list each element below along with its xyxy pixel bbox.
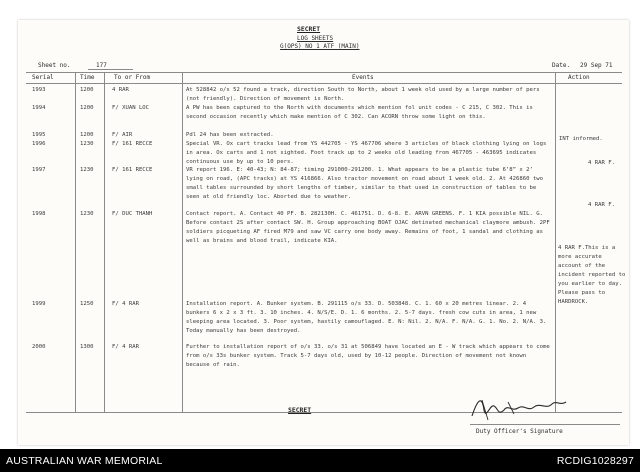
row-1996-time: 1230 xyxy=(80,141,94,147)
archive-credit-bar xyxy=(0,449,640,472)
unit-title: G(OPS) NO 1 ATF (MAIN) xyxy=(280,43,360,50)
sheet-no-value: 177 xyxy=(96,62,107,69)
row-1998-time: 1230 xyxy=(80,211,94,217)
row-1995-serial: 1995 xyxy=(32,132,46,138)
header-bottom-rule xyxy=(26,83,622,84)
row-1995-action: INT informed. xyxy=(559,136,603,142)
col-divider-serial xyxy=(75,72,76,412)
col-header-time: Time xyxy=(80,74,95,81)
row-1994-from: F/ XUAN LOC xyxy=(112,105,150,111)
row-1996-serial: 1996 xyxy=(32,141,46,147)
row-2000-serial: 2000 xyxy=(32,344,46,350)
col-header-from: To or From xyxy=(114,74,151,81)
sheet-no-underline xyxy=(88,69,133,70)
row-1998-serial: 1998 xyxy=(32,211,46,217)
signature-line xyxy=(470,424,620,425)
col-header-serial: Serial xyxy=(32,74,54,81)
sheet-no-label: Sheet no. xyxy=(38,62,71,69)
signature-label: Duty Officer's Signature xyxy=(476,428,563,435)
col-header-action: Action xyxy=(568,74,590,81)
row-1996-events: Special VR. Ox cart tracks lead from YS 442705 - YS 467706 where 3 articles of black clothing lying on logs in area. Ox carts and 1 not sighted. Foot track up to 2 weeks old leading from 467705 - 463695 indicates continuous use by up to 10 pers. xyxy=(186,141,547,165)
date-label: Date. xyxy=(552,62,571,69)
row-1999-events: Installation report. A. Bunker system. B. 291115 o/s 33. D. 503848. C. 1. 60 x 20 metres linear. 2. 4 bunkers 6 x 2 x 3 ft. 3. 10 inches. 4. N/S/E. D. 1. 6 months. 2. 5-7 days. fresh cow cuts in area, 1 new sleeping area located. 3. Poor system, hastily camouflaged. E. N: Nil. 2. N/A. F. N/A. G. 1. No. 2. N/A. 3. Today manually has been destroyed. xyxy=(186,301,547,334)
table-top-rule xyxy=(26,72,622,73)
row-1996-from: F/ 161 RECCE xyxy=(112,141,153,147)
row-1997-serial: 1997 xyxy=(32,167,46,173)
secret-top-marking: SECRET xyxy=(297,25,321,33)
row-2000-time: 1300 xyxy=(80,344,94,350)
row-1998-from: F/ DUC THANH xyxy=(112,211,153,217)
row-1998-action: 4 RAR F.This is a more accurate account of the incident reported to you earlier to day. Please pass to HARDROCK. xyxy=(558,245,626,305)
row-1993-serial: 1993 xyxy=(32,87,46,93)
row-1999-serial: 1999 xyxy=(32,301,46,307)
row-1994-time: 1200 xyxy=(80,105,94,111)
row-1997-events: VR report 196. E: 40-43; N: 84-87; timing 291000-291200. 1. What appears to be a plastic tube 6’8” x 2’ lying on road, (APC tracks) at YS 416866. Also tractor movement on road about 1 week old. 2. At 426860 two small tables surrounded by short lengths of timber, similar to that used in construction of tables to be seen at old friendly loc. Aborted due to weather. xyxy=(186,167,543,200)
row-1999-from: F/ 4 RAR xyxy=(112,301,139,307)
row-1993-from: 4 RAR xyxy=(112,87,129,93)
col-header-events: Events xyxy=(352,74,374,81)
row-1999-time: 1250 xyxy=(80,301,94,307)
date-value: 29 Sep 71 xyxy=(580,62,613,69)
log-sheet-page xyxy=(18,20,629,445)
credit-left: AUSTRALIAN WAR MEMORIAL xyxy=(6,455,163,467)
row-1995-events: Pdl 24 has been extracted. xyxy=(186,132,274,138)
credit-right: RCDIG1028297 xyxy=(556,455,634,467)
row-1997-time: 1230 xyxy=(80,167,94,173)
row-1995-from: F/ AIR xyxy=(112,132,133,138)
col-divider-events xyxy=(555,72,556,412)
row-1995-time: 1200 xyxy=(80,132,94,138)
log-sheets-title: LOG SHEETS xyxy=(297,35,334,42)
row-1993-time: 1200 xyxy=(80,87,94,93)
duty-officer-signature xyxy=(468,390,578,426)
row-1994-events: A PW has been captured to the North with documents which mention fol unit codes - C 215, C 302. This is second occasion recently which make mention of C 302. Can ACORN throw some light on this. xyxy=(186,105,533,120)
secret-bottom-marking: SECRET xyxy=(288,406,312,414)
row-2000-from: F/ 4 RAR xyxy=(112,344,139,350)
row-1994-serial: 1994 xyxy=(32,105,46,111)
col-divider-time xyxy=(104,72,105,412)
row-1993-events: At 528842 o/s 52 found a track, direction South to North, about 1 week old used by a large number of pers (not friendly). Direction of movement is North. xyxy=(186,87,540,102)
row-1997-from: F/ 161 RECCE xyxy=(112,167,153,173)
row-2000-events: Further to installation report of o/s 33. o/s 31 at 506849 have located an E - W track which appears to come from o/s 33s bunker system. Track 5-7 days old, used by 10-12 people. Direction of movement not known because of rain. xyxy=(186,344,550,368)
row-1997-action: 4 RAR F. xyxy=(588,202,615,208)
row-1998-events: Contact report. A. Contact 40 PF. B. 282130H. C. 461751. D. 6-8. E. ARVN GREENS. F. 1 KIA possible NIL. G. Before contact 2S after contact SW. H. Group approaching BOAT OJAC detinated mechanical claymore ambush. 2PF soldiers picqueting AF fired M79 and saw VC carry one body away. Remains of foot, 1 sandal and clothing as well as brains and blood trail, indicate KIA. xyxy=(186,211,550,244)
col-divider-from xyxy=(182,72,183,412)
row-1996-action: 4 RAR F. xyxy=(588,160,615,166)
